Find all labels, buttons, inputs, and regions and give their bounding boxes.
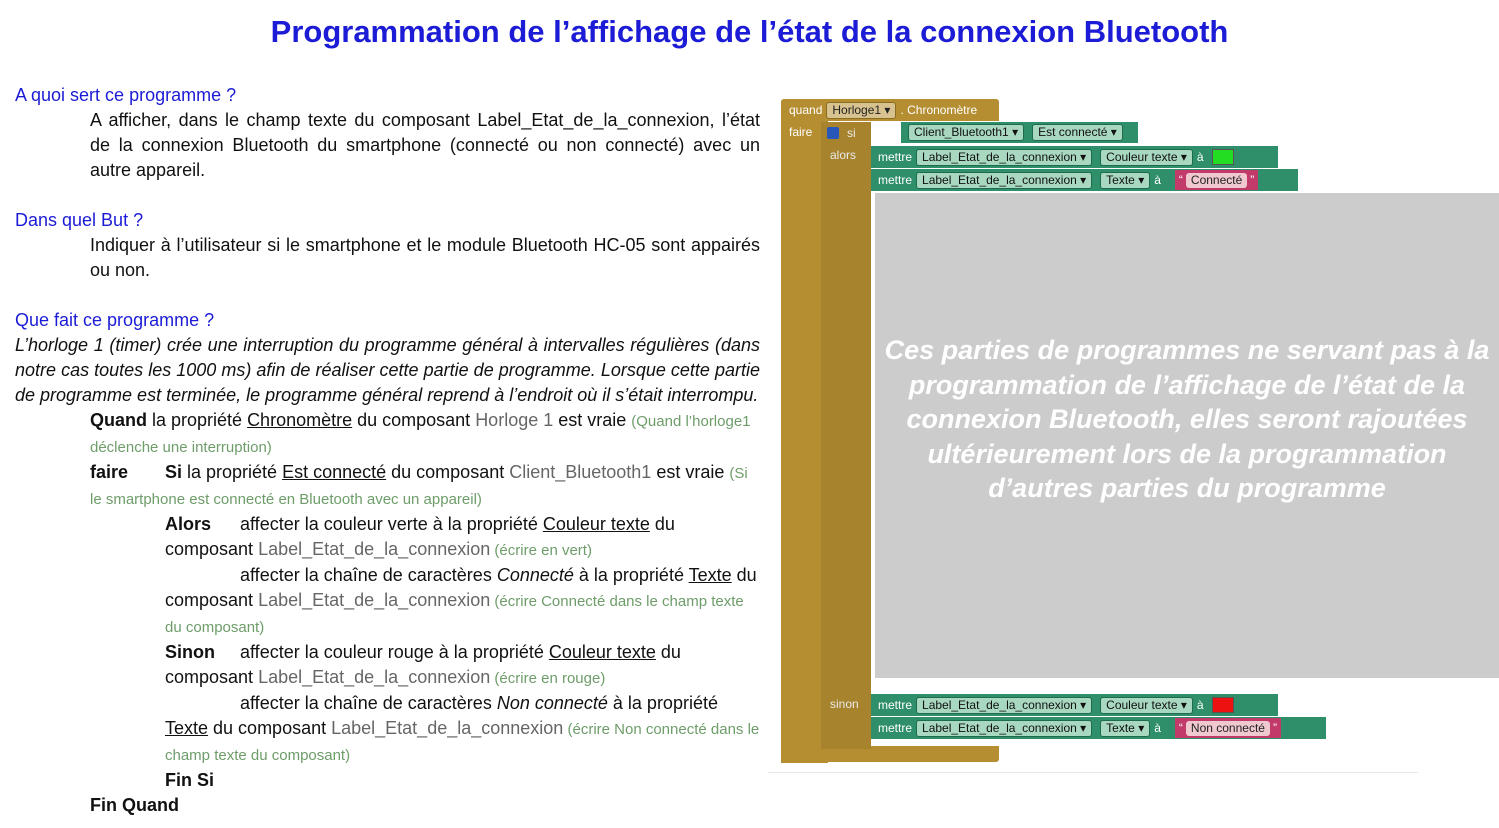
algo-sinon-2: [15, 691, 760, 768]
t: du composant: [165, 514, 675, 559]
connecte-text[interactable]: Connecté: [1186, 173, 1247, 188]
algo-fin-si: Fin Si: [165, 770, 214, 790]
comp-label: Label_Etat_de_la_connexion: [258, 590, 491, 610]
note-si: (Si le smartphone est connecté en Bluetooth avec un appareil): [90, 465, 748, 508]
non-connecte-text[interactable]: Non connecté: [1186, 721, 1270, 736]
algo-quand: [15, 408, 760, 460]
overlay-panel: [875, 193, 1499, 678]
intro-what: L’horloge 1 (timer) crée une interruption du programme général à intervalles régulières (dans notre cas toutes les 1000 ms) afin de réaliser cette partie de programme. Lorsque cette partie de programme est terminée, le programme général reprend à l’endroit où il s’était interrompu.: [15, 335, 760, 405]
heading-what: Que fait ce programme ?: [15, 310, 215, 330]
algo-faire-si: [15, 460, 760, 512]
mettre-label: mettre: [878, 721, 913, 735]
note-alors-1: (écrire en vert): [490, 542, 592, 559]
algo-alors-1: [15, 512, 760, 563]
answer-purpose: A afficher, dans le champ texte du composant Label_Etat_de_la_connexion, l’état de la connexion Bluetooth du smartphone (connecté ou non connecté) avec un autre appareil.: [90, 110, 760, 180]
algo-fin-quand: Fin Quand: [90, 795, 179, 815]
heading-goal: Dans quel But ?: [15, 210, 144, 230]
label-dropdown[interactable]: Label_Etat_de_la_connexion ▾: [916, 172, 1092, 189]
couleur-dropdown[interactable]: Couleur texte ▾: [1100, 149, 1193, 166]
kw-faire: faire: [90, 462, 129, 482]
color-swatch-red[interactable]: [1212, 697, 1234, 713]
if-block-body: [821, 144, 871, 749]
t: affecter la couleur rouge à la propriété: [240, 642, 549, 662]
a-label: à: [1196, 150, 1204, 164]
prop-couleur: Couleur texte: [542, 514, 650, 534]
set-text-block-non-connecte[interactable]: [871, 717, 1326, 739]
t: affecter la chaîne de caractères: [240, 693, 497, 713]
t: affecter la couleur verte à la propriété: [240, 514, 543, 534]
label-dropdown[interactable]: Label_Etat_de_la_connexion ▾: [916, 720, 1092, 737]
t: est vraie: [553, 410, 632, 430]
label-dropdown[interactable]: Label_Etat_de_la_connexion ▾: [916, 697, 1092, 714]
t: est vraie: [651, 462, 730, 482]
kw-si: Si: [165, 462, 183, 482]
t: du composant: [386, 462, 510, 482]
label-dropdown[interactable]: Label_Etat_de_la_connexion ▾: [916, 149, 1092, 166]
set-color-block-red[interactable]: [871, 694, 1278, 716]
note-alors-2: (écrire Connecté dans le champ texte du composant): [165, 593, 744, 636]
a-label: à: [1154, 721, 1161, 735]
alors-label: alors: [830, 148, 857, 162]
t: du composant: [208, 718, 332, 738]
divider: [768, 772, 1418, 773]
algo-alors-2: [15, 563, 760, 640]
est-connecte-dropdown[interactable]: Est connecté ▾: [1032, 124, 1123, 141]
t: la propriété: [182, 462, 283, 482]
t: à la propriété: [573, 565, 689, 585]
note-sinon-1: (écrire en rouge): [490, 670, 606, 687]
algo-sinon-1: [15, 640, 760, 691]
answer-goal: Indiquer à l’utilisateur si le smartphone et le module Bluetooth HC-05 sont appairés ou non.: [90, 235, 760, 280]
comp-client: Client_Bluetooth1: [509, 462, 652, 482]
quand-label: quand: [789, 103, 823, 117]
prop-texte: Texte: [688, 565, 732, 585]
couleur-dropdown[interactable]: Couleur texte ▾: [1100, 697, 1193, 714]
client-dropdown[interactable]: Client_Bluetooth1 ▾: [908, 124, 1024, 141]
t: à la propriété: [607, 693, 718, 713]
set-color-block-green[interactable]: [871, 146, 1278, 168]
prop-chronometre: Chronomètre: [247, 410, 353, 430]
t: affecter la chaîne de caractères: [240, 565, 497, 585]
gear-icon[interactable]: [827, 127, 839, 139]
if-block-header[interactable]: [821, 122, 871, 144]
texte-dropdown[interactable]: Texte ▾: [1100, 720, 1150, 737]
prop-couleur: Couleur texte: [548, 642, 656, 662]
texte-dropdown[interactable]: Texte ▾: [1100, 172, 1150, 189]
t: du composant: [352, 410, 476, 430]
mettre-label: mettre: [878, 698, 913, 712]
event-block-header[interactable]: [781, 99, 999, 121]
faire-label: faire: [789, 125, 813, 139]
overlay-text: Ces parties de programmes ne servant pas à la programmation de l’affichage de l’état de la connexion Bluetooth, elles seront rajoutées ultérieurement lors de la programmation d’autres parties du programme: [884, 335, 1490, 503]
note-quand: (Quand l’horloge1 déclenche une interruption): [90, 413, 751, 456]
heading-purpose: A quoi sert ce programme ?: [15, 85, 237, 105]
mettre-label: mettre: [878, 173, 913, 187]
note-sinon-2: (écrire Non connecté dans le champ texte du composant): [165, 721, 760, 764]
val-connecte: Connecté: [496, 565, 574, 585]
kw-quand: Quand: [90, 410, 147, 430]
event-block-footer: [781, 746, 999, 762]
string-block-non-connecte[interactable]: “ Non connecté ”: [1175, 718, 1281, 738]
page-title: Programmation de l’affichage de l’état de la connexion Bluetooth: [270, 14, 1229, 49]
text-column: [15, 83, 760, 818]
t: la propriété: [147, 410, 248, 430]
comp-label: Label_Etat_de_la_connexion: [258, 539, 491, 559]
horloge-dropdown[interactable]: Horloge1 ▾: [826, 102, 896, 119]
t: du composant: [165, 642, 681, 687]
val-non-connecte: Non connecté: [496, 693, 608, 713]
comp-label: Label_Etat_de_la_connexion: [331, 718, 564, 738]
comp-horloge: Horloge 1: [475, 410, 554, 430]
a-label: à: [1154, 173, 1161, 187]
comp-label: Label_Etat_de_la_connexion: [258, 667, 491, 687]
kw-alors: Alors: [165, 514, 212, 534]
set-text-block-connecte[interactable]: [871, 169, 1298, 191]
sinon-label: sinon: [830, 697, 859, 711]
is-connected-block[interactable]: [901, 122, 1138, 143]
color-swatch-green[interactable]: [1212, 149, 1234, 165]
si-label: si: [847, 126, 856, 140]
if-sinon: [821, 694, 871, 714]
prop-texte: Texte: [165, 718, 209, 738]
chrono-label: . Chronomètre: [900, 103, 978, 117]
kw-sinon: Sinon: [165, 642, 215, 662]
prop-est-connecte: Est connecté: [282, 462, 387, 482]
mettre-label: mettre: [878, 150, 913, 164]
string-block-connecte[interactable]: “ Connecté ”: [1175, 170, 1258, 190]
t: du composant: [165, 565, 757, 610]
a-label: à: [1196, 698, 1204, 712]
